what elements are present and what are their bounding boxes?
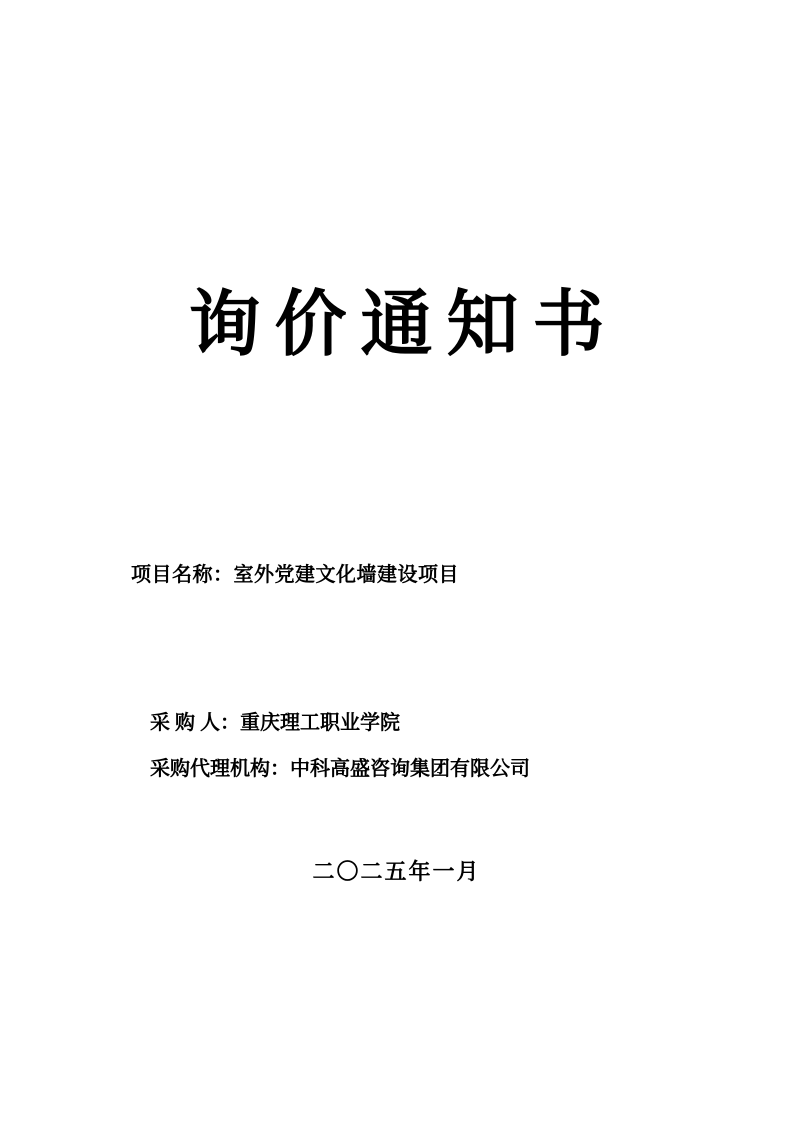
document-date: 二〇二五年一月 — [312, 859, 481, 884]
page-title: 询价通知书 — [188, 281, 619, 367]
purchaser-label: 采 购 人： — [150, 712, 240, 734]
agency-value: 中科高盛咨询集团有限公司 — [290, 758, 530, 780]
agency-label: 采购代理机构： — [150, 758, 290, 780]
project-name-label: 项目名称： — [131, 564, 234, 586]
project-name-value: 室外党建文化墙建设项目 — [233, 564, 459, 586]
project-name-line — [131, 558, 459, 587]
party-info-block — [150, 700, 530, 792]
purchaser-row — [150, 700, 530, 746]
agency-row — [150, 746, 530, 792]
purchaser-value: 重庆理工职业学院 — [240, 712, 400, 734]
